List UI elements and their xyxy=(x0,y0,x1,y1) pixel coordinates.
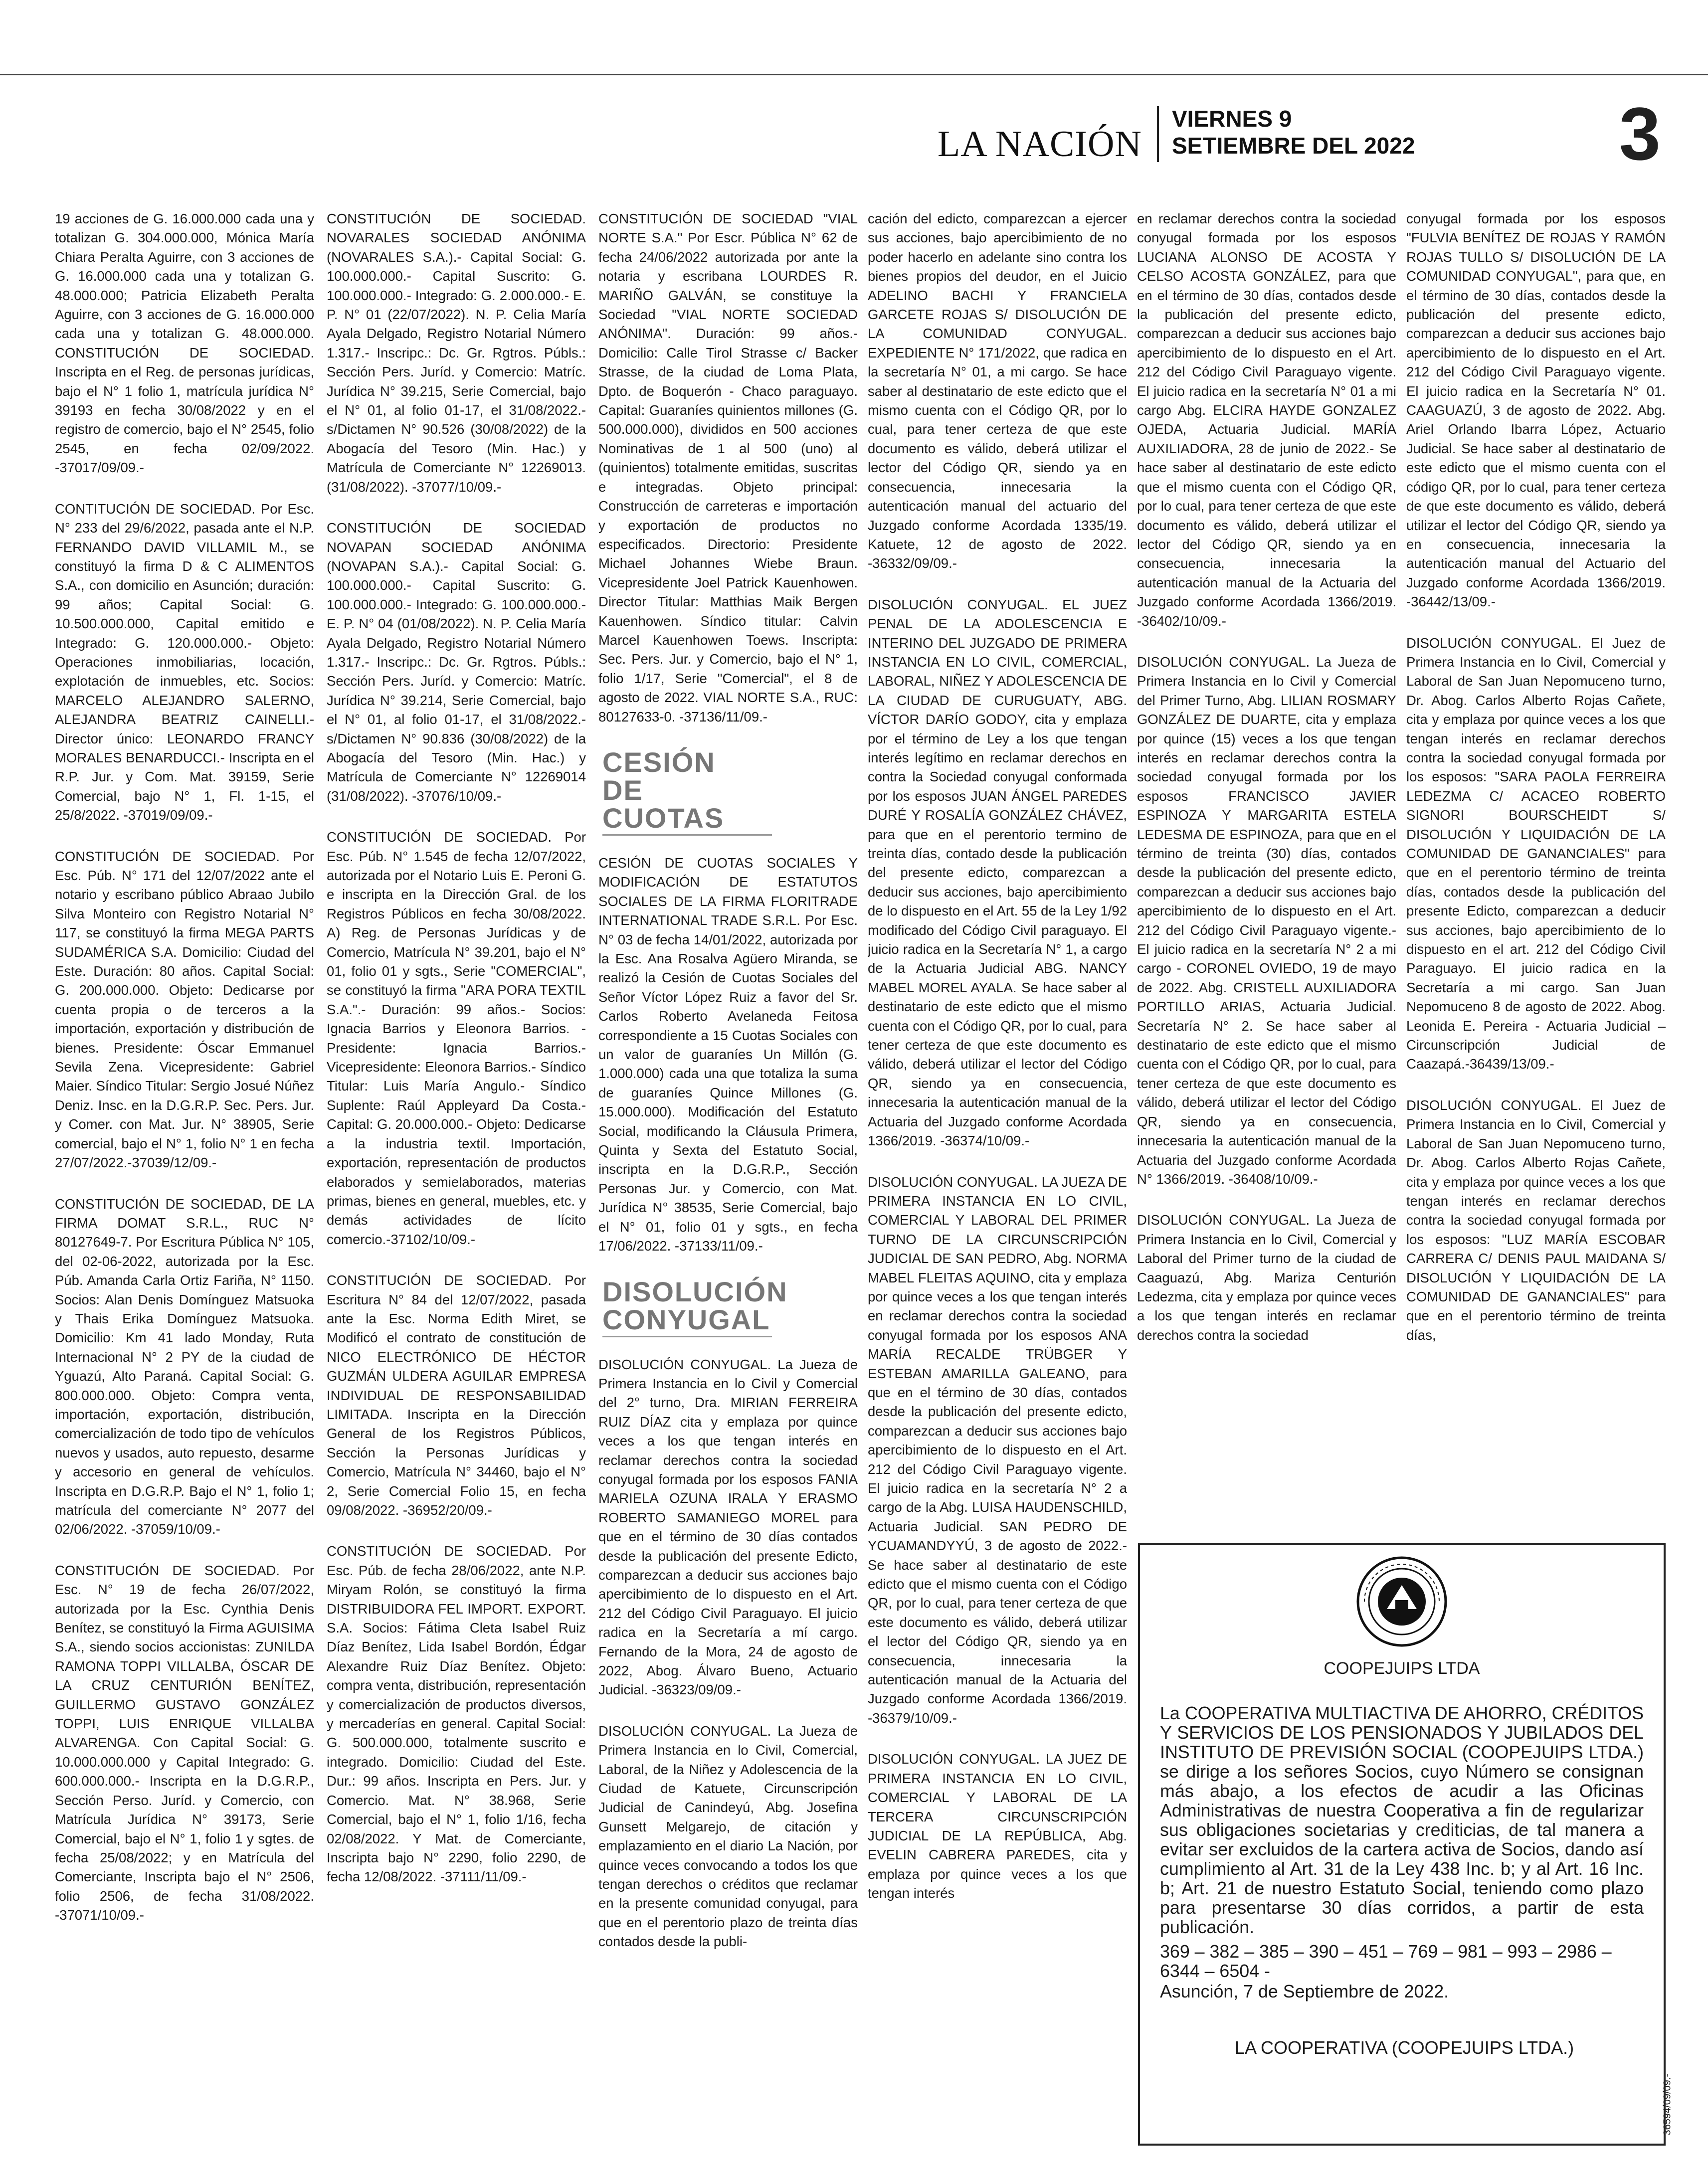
section-heading-cesion xyxy=(602,748,772,836)
date-weekday: VIERNES 9 xyxy=(1172,106,1292,132)
notice: DISOLUCIÓN CONYUGAL. El Juez de Primera Instancia en lo Civil, Comercial y Laboral de San Juan Nepomuceno turno, Dr. Abog. Carlos Alberto Rojas Cañete, cita y emplaza por quince veces a los que tengan interés en reclamar derechos contra la sociedad conyugal formada por los esposos: "LUZ MARÍA ESCOBAR CARRERA C/ DENIS PAUL MAIDANA S/ DISOLUCIÓN Y LIQUIDACIÓN DE LA COMUNIDAD DE GANANCIALES" para que en el perentorio término de treinta días, xyxy=(1406,1097,1666,1343)
ad-reference: 36594/09/09.- xyxy=(1662,2074,1673,2136)
ad-date: Asunción, 7 de Septiembre de 2022. xyxy=(1160,1982,1449,2001)
notice: CONSTITUCIÓN DE SOCIEDAD. NOVARALES SOCIEDAD ANÓNIMA (NOVARALES S.A.).- Capital Social: G. 100.000.000.- Capital Suscrito: G. 100.000.000.- Integrado: G. 2.000.000.- E. P. N° 01 (22/07/2022). N. P. Celia María Ayala Delgado, Registro Notarial Número 1.317.- Inscripc.: Dc. Gr. Rgtros. Públs.: Sección Pers. Juríd. y Comercio: Matríc. Jurídica N° 39.215, Serie Comercial, bajo el N° 01, al folio 01-17, el 31/08/2022.- s/Dictamen N° 90.526 (30/08/2022) de la Abogacía del Tesoro (Min. Hac.) y Matrícula de Comerciante N° 12269013. (31/08/2022). -37077/10/09.- xyxy=(327,211,586,495)
notice: CONSTITUCIÓN DE SOCIEDAD, DE LA FIRMA DOMAT S.R.L., RUC N° 80127649-7. Por Escritura Pública N° 105, del 02-06-2022, autorizada por la Esc. Púb. Amanda Carla Ortiz Fariña, N° 1150. Socios: Alan Denis Domínguez Matsuoka y Thais Erika Domínguez Matsuoka. Domicilio: Km 41 lado Monday, Ruta Internacional N° 2 PY de la ciudad de Yguazú, Alto Paraná. Capital Social: G. 800.000.000. Objeto: Compra venta, importación, exportación, distribución, comercialización de todo tipo de vehículos nuevos y usados, auto repuesto, desarme y accesorio en general de vehículos. Inscripta en D.G.R.P. Bajo el N° 1, folio 1; matrícula del comerciante N° 2077 del 02/06/2022. -37059/10/09.- xyxy=(55,1196,314,1537)
ad-member-numbers: 369 – 382 – 385 – 390 – 451 – 769 – 981 – 993 – 2986 – 6344 – 6504 - xyxy=(1160,1942,1612,1981)
notice: en reclamar derechos contra la sociedad conyugal formada por los esposos LUCIANA ALONSO DE ACOSTA Y CELSO ACOSTA GONZÁLEZ, para que en el término de 30 días, contados desde la publicación del presente edicto, comparezcan a deducir sus acciones bajo apercibimiento de lo dispuesto en el Art. 212 del Código Civil Paraguayo vigente. El juicio radica en la secretaría N° 01 a mi cargo Abg. ELCIRA HAYDE GONZALEZ OJEDA, Actuaria Judicial. MARÍA AUXILIADORA, 28 de junio de 2022.- Se hace saber al destinatario de este edicto que el mismo cuenta con el Código QR, por lo cual, para tener certeza de que este documento es válido, deberá utilizar el lector del Código QR, siendo ya en consecuencia, innecesaria la autenticación manual de la Actuaria del Juzgado conforme Acordada 1366/2019. -36402/10/09.- xyxy=(1137,211,1396,629)
column-1 xyxy=(55,209,314,2164)
notice: DISOLUCIÓN CONYUGAL. LA JUEZ DE PRIMERA INSTANCIA EN LO CIVIL, COMERCIAL Y LABORAL DE LA TERCERA CIRCUNSCRIPCIÓN JUDICIAL DE LA REPÚBLICA, Abg. EVELIN CABRERA PAREDES, cita y emplaza por quince veces a los que tengan interés xyxy=(868,1751,1127,1901)
coopejuips-seal-icon xyxy=(1349,1554,1454,1649)
notice: CONSTITUCIÓN DE SOCIEDAD NOVAPAN SOCIEDAD ANÓNIMA (NOVAPAN S.A.).- Capital Social: G. 100.000.000.- Capital Suscrito: G. 100.000.000.- Integrado: G. 100.000.000.- E. P. N° 04 (01/08/2022). N. P. Celia María Ayala Delgado, Registro Notarial Número 1.317.- Inscripc.: Dc. Gr. Rgtros. Públs.: Sección Pers. Juríd. y Comercio: Matríc. Jurídica N° 39.214, Serie Comercial, bajo el N° 01, al folio 01-17, el 31/08/2022.- s/Dictamen N° 90.836 (30/08/2022) de la Abogacía del Tesoro (Min. Hac.) y Matrícula de Comerciante N° 12269014 (31/08/2022). -37076/10/09.- xyxy=(327,520,586,804)
column-4 xyxy=(868,209,1127,2164)
notice: CESIÓN DE CUOTAS SOCIALES Y MODIFICACIÓN DE ESTATUTOS SOCIALES DE LA FIRMA FLORITRADE INTERNATIONAL TRADE S.R.L. Por Esc. N° 03 de fecha 14/01/2022, autorizada por la Esc. Ana Rosalva Agüero Miranda, se realizó la Cesión de Cuotas Sociales del Señor Víctor López Ruiz a favor del Sr. Carlos Roberto Avelaneda Feitosa correspondiente a 15 Cuotas Sociales con un valor de guaraníes Un Millón (G. 1.000.000) cada una que totaliza la suma de guaraníes Quince Millones (G. 15.000.000). Modificación del Estatuto Social, modificando la Cláusula Primera, Quinta y Sexta del Estatuto Social, inscripta en la D.G.R.P., Sección Personas Jur. y Comercio, con Mat. Jurídica N° 38535, Serie Comercial, bajo el N° 01, folio 01 y sgts., en fecha 17/06/2022. -37133/11/09.- xyxy=(598,855,858,1254)
section-heading-line: CESIÓN xyxy=(602,746,716,778)
ad-signature: LA COOPERATIVA (COOPEJUIPS LTDA.) xyxy=(1234,2037,1574,2058)
column-3 xyxy=(598,209,858,2164)
notice: CONSTITUCIÓN DE SOCIEDAD "VIAL NORTE S.A." Por Escr. Pública N° 62 de fecha 24/06/2022 autorizada por ante la notaria y escribana LOURDES R. MARIÑO GALVÁN, se constituye la Sociedad "VIAL NORTE SOCIEDAD ANÓNIMA". Duración: 99 años.- Domicilio: Calle Tirol Strasse c/ Backer Strasse, de la ciudad de Loma Plata, Dpto. de Boquerón - Chaco paraguayo. Capital: Guaraníes quinientos millones (G. 500.000.000), divididos en 500 acciones Nominativas de 1 al 500 (uno) al (quinientos) totalmente emitidas, suscritas e integradas. Objeto principal: Construcción de carreteras e importación y exportación de productos no especificados. Directorio: Presidente Michael Johannes Wiebe Braun. Vicepresidente Joel Patrick Kauenhowen. Director Titular: Matthias Maik Bergen Kauenhowen. Síndico titular: Calvin Marcel Kauenhowen Toews. Inscripta: Sec. Pers. Jur. y Comercio, bajo el N° 1, folio 1/17, Serie "Comercial", el 8 de agosto de 2022. VIAL NORTE S.A., RUC: 80127633-0. -37136/11/09.- xyxy=(598,211,858,725)
date-full: SETIEMBRE DEL 2022 xyxy=(1172,133,1415,159)
notice: CONSTITUCIÓN DE SOCIEDAD. Por Esc. Púb. N° 171 del 12/07/2022 ante el notario y escribano público Abraao Jubilo Silva Monteiro con Registro Notarial N° 117, se constituyó la firma MEGA PARTS SUDAMÉRICA S.A. Domicilio: Ciudad del Este. Duración: 80 años. Capital Social: G. 200.000.000. Objeto: Dedicarse por cuenta propia o de terceros a la importación, exportación y distribución de bienes. Presidente: Óscar Emmanuel Sevila Zena. Vicepresidente: Gabriel Maier. Síndico Titular: Sergio Josué Núñez Deniz. Insc. en la D.G.R.P. Sec. Pers. Jur. y Comer. con Mat. Jur. N° 38905, Serie comercial, bajo el N° 1, folio N° 1 en fecha 27/07/2022.-37039/12/09.- xyxy=(55,848,314,1171)
notice: DISOLUCIÓN CONYUGAL. LA JUEZA DE PRIMERA INSTANCIA EN LO CIVIL, COMERCIAL Y LABORAL DEL PRIMER TURNO DE LA CIRCUNSCRIPCIÓN JUDICIAL DE SAN PEDRO, Abg. NORMA MABEL FLEITAS AQUINO, cita y emplaza por quince veces a los que tengan interés en reclamar derechos contra la sociedad conyugal formada por los esposos ANA MARÍA RECALDE TRÜBGER Y ESTEBAN AMARILLA GALEANO, para que en el término de 30 días, contados desde la publicación del presente edicto, comparezcan a deducir sus acciones bajo apercibimiento de lo dispuesto en el Art. 212 del Código Civil Paraguayo vigente. El juicio radica en la secretaría N° 2 a cargo de la Abg. LUISA HAUDENSCHILD, Actuaria Judicial. SAN PEDRO DE YCUAMANDYYÚ, 3 de agosto de 2022.- Se hace saber al destinatario de este edicto que el mismo cuenta con el Código QR, por lo cual, para tener certeza de que este documento es válido, deberá utilizar el lector del Código QR, siendo ya en consecuencia, innecesaria la autenticación manual de la Actuaria del Juzgado conforme Acordada 1366/2019. -36379/10/09.- xyxy=(868,1174,1127,1726)
page-number: 3 xyxy=(1619,92,1661,176)
newspaper-logo: LA NACIÓN xyxy=(938,124,1142,165)
notice: CONSTITUCIÓN DE SOCIEDAD. Por Esc. Púb. de fecha 28/06/2022, ante N.P. Miryam Rolón, se constituyó la firma DISTRIBUIDORA FEL IMPORT. EXPORT. S.A. Socios: Fátima Cleta Isabel Ruiz Díaz Benítez, Lida Isabel Bordón, Édgar Alexandre Ruiz Díaz Benítez. Objeto: compra venta, distribución, representación y comercialización de productos diversos, y mercaderías en general. Capital Social: G. 500.000.000, totalmente suscrito e integrado. Domicilio: Ciudad del Este. Dur.: 99 años. Inscripta en Pers. Jur. y Comercio. Mat. N° 38.968, Serie Comercial, bajo el N° 1, folio 1/16, fecha 02/08/2022. Y Mat. de Comerciante, Inscripta bajo N° 2290, folio 2290, de fecha 12/08/2022. -37111/11/09.- xyxy=(327,1543,586,1885)
masthead xyxy=(938,92,1661,176)
coopejuips-advertisement xyxy=(1138,1543,1673,2146)
notice: DISOLUCIÓN CONYUGAL. La Jueza de Primera Instancia en lo Civil, Comercial, Laboral, de la Niñez y Adolescencia de la Ciudad de Katuete, Circunscripción Judicial de Canindeyú, Abg. Josefina Gunsett Melgarejo, de citación y emplazamiento en el diario La Nación, por quince veces convocando a todos los que tengan derechos o créditos que reclamar en la presente comunidad conyugal, para que en el perentorio plazo de treinta días contados desde la publi- xyxy=(598,1723,858,1950)
notice: conyugal formada por los esposos "FULVIA BENÍTEZ DE ROJAS Y RAMÓN ROJAS TULLO S/ DISOLUCIÓN DE LA COMUNIDAD CONYUGAL", para que, en el término de 30 días, contados desde la publicación del presente edicto, comparezcan a deducir sus acciones bajo apercibimiento de lo dispuesto en el Art. 212 del Código Civil Paraguayo vigente. El juicio radica en la Secretaría N° 01. CAAGUAZÚ, 3 de agosto de 2022. Abg. Ariel Orlando Ibarra López, Actuario Judicial. Se hace saber al destinatario de este edicto que el mismo cuenta con el código QR, por lo cual, para tener certeza de que este documento es válido, deberá utilizar el lector del Código QR, siendo ya en consecuencia, innecesaria la autenticación manual del Actuario del Juzgado conforme Acordada 1366/2019. -36442/13/09.- xyxy=(1406,211,1666,610)
section-heading-disolucion xyxy=(602,1275,788,1337)
column-6 xyxy=(1406,209,1666,1516)
notice: CONTITUCIÓN DE SOCIEDAD. Por Esc. N° 233 del 29/6/2022, pasada ante el N.P. FERNANDO DAVID VILLAMIL M., se constituyó la firma D & C ALIMENTOS S.A., con domicilio en Asunción; duración: 99 años; Capital Social: G. 10.500.000.000, Capital emitido e Integrado: G. 120.000.000.- Objeto: Operaciones inmobiliarias, locación, explotación de inmuebles, etc. Socios: MARCELO ALEJANDRO SALERNO, ALEJANDRA BEATRIZ CAINELLI.- Director único: LEONARDO FRANCY MORALES BENARDUCCI.- Inscripta en el R.P. Jur. y Com. Mat. 39159, Serie Comercial, bajo N° 1, Fl. 1-15, el 25/8/2022. -37019/09/09.- xyxy=(55,501,314,823)
notice: CONSTITUCIÓN DE SOCIEDAD. Por Esc. Púb. N° 1.545 de fecha 12/07/2022, autorizada por el Notario Luis E. Peroni G. e inscripta en la Dirección Gral. de los Registros Públicos en fecha 30/08/2022. A) Reg. de Personas Jurídicas y de Comercio, Matrícula N° 39.201, bajo el N° 01, folio 01 y sgts., Serie "COMERCIAL", se constituyó la firma "ARA PORA TEXTIL S.A.".- Duración: 99 años.- Socios: Ignacia Barrios y Eleonora Barrios. - Presidente: Ignacia Barrios.- Vicepresidente: Eleonora Barrios.- Síndico Titular: Luis María Angulo.- Síndico Suplente: Raúl Appleyard Da Costa.- Capital: G. 20.000.000.- Objeto: Dedicarse a la industria textil. Importación, exportación, representación de productos elaborados y semielaborados, materias primas, bienes en general, muebles, etc. y demás actividades de lícito comercio.-37102/10/09.- xyxy=(327,829,586,1247)
section-heading-line: DISOLUCIÓN xyxy=(602,1275,788,1307)
ad-name: COOPEJUIPS LTDA xyxy=(1324,1659,1480,1678)
ad-body: La COOPERATIVA MULTIACTIVA DE AHORRO, CRÉDITOS Y SERVICIOS DE LOS PENSIONADOS Y JUBILADOS DEL INSTITUTO DE PREVISIÓN SOCIAL (COOPEJUIPS LTDA.) se dirige a los señores Socios, cuyo Número se consignan más abajo, a los efectos de acudir a las Oficinas Administrativas de nuestra Cooperativa a fin de regularizar sus obligaciones societarias y crediticias, de tal manera a evitar ser excluidos de la cartera activa de Socios, dando así cumplimiento al Art. 31 de la Ley 438 Inc. b; y al Art. 16 Inc. b; Art. 21 de nuestro Estatuto Social, teniendo como plazo para presentarse 30 días corridos, a partir de esta publicación. xyxy=(1160,1703,1644,1937)
notice: DISOLUCIÓN CONYUGAL. La Jueza de Primera Instancia en lo Civil y Comercial del Primer Turno, Abg. LILIAN ROSMARY GONZÁLEZ DE DUARTE, cita y emplaza por quince (15) veces a los que tengan interés en reclamar derechos contra la sociedad conyugal formada por los esposos FRANCISCO JAVIER ESPINOZA Y MARGARITA ESTELA LEDESMA DE ESPINOZA, para que en el término de treinta (30) días, contados desde la publicación del presente edicto, comparezcan a deducir sus acciones bajo apercibimiento de lo dispuesto en el Art. 212 del Código Civil Paraguayo vigente.- El juicio radica en la secretaría N° 2 a mi cargo - CORONEL OVIEDO, 19 de mayo de 2022. Abg. CRISTELL AUXILIADORA PORTILLO ARIAS, Actuaria Judicial. Secretaría N° 2. Se hace saber al destinatario de este edicto que el mismo cuenta con el Código QR, por lo cual, para tener certeza de que este documento es válido, deberá utilizar el lector del Código QR, siendo ya en consecuencia, innecesaria la autenticación manual de la Actuaria del Juzgado conforme Acordada N° 1366/2019. -36408/10/09.- xyxy=(1137,654,1396,1187)
column-2 xyxy=(327,209,586,2164)
notice: DISOLUCIÓN CONYUGAL. El Juez de Primera Instancia en lo Civil, Comercial y Laboral de San Juan Nepomuceno turno, Dr. Abog. Carlos Alberto Rojas Cañete, cita y emplaza por quince veces a los que tengan interés en reclamar derechos contra la sociedad conyugal formada por los esposos: "SARA PAOLA FERREIRA LEDEZMA C/ ACACEO ROBERTO SIGNORI BOURSCHEIDT S/ DISOLUCIÓN Y LIQUIDACIÓN DE LA COMUNIDAD DE GANANCIALES" para que en el perentorio término de treinta días, contados desde la publicación del presente Edicto, comparezcan a deducir sus acciones, bajo apercibimiento de lo dispuesto en el art. 212 del Código Civil Paraguayo. El juicio radica en la Secretaría a mi cargo. San Juan Nepomuceno 8 de agosto de 2022. Abog. Leonida E. Pereira - Actuaria Judicial – Circunscripción Judicial de Caazapá.-36439/13/09.- xyxy=(1406,635,1666,1072)
header-divider xyxy=(1157,106,1159,162)
section-heading-line: CONYUGAL xyxy=(602,1303,770,1335)
notice: CONSTITUCIÓN DE SOCIEDAD. Por Escritura N° 84 del 12/07/2022, pasada ante la Esc. Norma Edith Miret, se Modificó el contrato de constitución de NICO ELECTRÓNICO DE HÉCTOR GUZMÁN ULDERA AGUILAR EMPRESA INDIVIDUAL DE RESPONSABILIDAD LIMITADA. Inscripta en la Dirección General de los Registros Públicos, Sección la Personas Jurídicas y Comercio, Matrícula N° 34460, bajo el N° 2, Serie Comercial Folio 15, en fecha 09/08/2022. -36952/20/09.- xyxy=(327,1272,586,1518)
notice: 19 acciones de G. 16.000.000 cada una y totalizan G. 304.000.000, Mónica María Chiara Peralta Aguirre, con 3 acciones de G. 16.000.000 cada una y totalizan G. 48.000.000; Patricia Elizabeth Peralta Aguirre, con 3 acciones de G. 16.000.000 cada una y totalizan G. 48.000.000. CONSTITUCIÓN DE SOCIEDAD. Inscripta en el Reg. de personas jurídicas, bajo el N° 1 folio 1, matrícula jurídica N° 39193 en fecha 30/08/2022 y en el registro de comercio, bajo el N° 2545, folio 2545, en fecha 02/09/2022. -37017/09/09.- xyxy=(55,211,314,476)
notice: DISOLUCIÓN CONYUGAL. EL JUEZ PENAL DE LA ADOLESCENCIA E INTERINO DEL JUZGADO DE PRIMERA INSTANCIA EN LO CIVIL, COMERCIAL, LABORAL, NIÑEZ Y ADOLESCENCIA DE LA CIUDAD DE CURUGUATY, ABG. VÍCTOR DARÍO GODOY, cita y emplaza por el término de Ley a los que tengan interés legítimo en reclamar derechos en contra la Sociedad conyugal conformada por los esposos JUAN ÁNGEL PAREDES DURÉ Y ROSALÍA GONZÁLEZ CHÁVEZ, para que en el perentorio termino de treinta días, contado desde la publicación del presente edicto, comparezcan a deducir sus acciones, bajo apercibimiento de lo dispuesto en el Art. 55 de la Ley 1/92 modificado del Código Civil paraguayo. El juicio radica en la Secretaría N° 1, a cargo de la Actuaria Judicial ABG. NANCY MABEL MOREL AYALA. Se hace saber al destinatario de este edicto que el mismo cuenta con el Código QR, por lo cual, para tener certeza de que este documento es válido, deberá utilizar el lector del Código QR, siendo ya en consecuencia, innecesaria la autenticación manual de la Actuaria del Juzgado conforme Acordada 1366/2019. -36374/10/09.- xyxy=(868,596,1127,1149)
column-5 xyxy=(1137,209,1396,1516)
header-rule xyxy=(0,74,1708,75)
section-heading-line: DE CUOTAS xyxy=(602,774,725,834)
notice: cación del edicto, comparezcan a ejercer sus acciones, bajo apercibimiento de no poder hacerlo en adelante sino contra los bienes propios del deudor, en el Juicio ADELINO BACHI Y FRANCIELA GARCETE ROJAS S/ DISOLUCIÓN DE LA COMUNIDAD CONYUGAL. EXPEDIENTE N° 171/2022, que radica en la secretaría N° 01, a mi cargo. Se hace saber al destinatario de este edicto que el mismo cuenta con el Código QR, por lo cual, para tener certeza de que este documento es válido, deberá utilizar el lector del Código QR, siendo ya en consecuencia, innecesaria la autenticación manual del actuario del Juzgado conforme Acordada 1335/19. Katuete, 12 de agosto de 2022. -36332/09/09.- xyxy=(868,211,1127,571)
notice: CONSTITUCIÓN DE SOCIEDAD. Por Esc. N° 19 de fecha 26/07/2022, autorizada por la Esc. Cynthia Denis Benítez, se constituyó la Firma AGUISIMA S.A., siendo socios accionistas: ZUNILDA RAMONA TOPPI VILLALBA, ÓSCAR DE LA CRUZ CENTURIÓN BENÍTEZ, GUILLERMO GUSTAVO GONZÁLEZ TOPPI, LUIS ENRIQUE VILLALBA ALVARENGA. Con Capital Social: G. 10.000.000.000 y Capital Integrado: G. 600.000.000.- Inscripta en la D.G.R.P., Sección Perso. Juríd. y Comercio, con Matrícula Jurídica N° 39173, Serie Comercial, bajo el N° 1, folio 1 y sgtes. de fecha 25/08/2022; y en Matrícula del Comerciante, Inscripta bajo el N° 2506, folio 2506, de fecha 31/08/2022. -37071/10/09.- xyxy=(55,1562,314,1923)
notice: DISOLUCIÓN CONYUGAL. La Jueza de Primera Instancia en lo Civil, Comercial y Laboral del Primer turno de la ciudad de Caaguazú, Abg. Mariza Centurión Ledezma, cita y emplaza por quince veces a los que tengan interés en reclamar derechos contra la sociedad xyxy=(1137,1212,1396,1343)
notice: DISOLUCIÓN CONYUGAL. La Jueza de Primera Instancia en lo Civil y Comercial del 2° turno, Dra. MIRIAN FERREIRA RUIZ DÍAZ cita y emplaza por quince veces a los que tengan interés en reclamar derechos contra la sociedad conyugal formada por los esposos FANIA MARIELA OZUNA IRALA Y ERASMO ROBERTO SAMANIEGO MOREL para que en el término de 30 días contados desde la publicación del presente Edicto, comparezcan a deducir sus acciones bajo apercibimiento de lo dispuesto en el Art. 212 del Código Civil Paraguayo. El juicio radica en la Secretaría a mí cargo. Fernando de la Mora, 24 de agosto de 2022, Abog. Álvaro Bueno, Actuario Judicial. -36323/09/09.- xyxy=(598,1356,858,1698)
